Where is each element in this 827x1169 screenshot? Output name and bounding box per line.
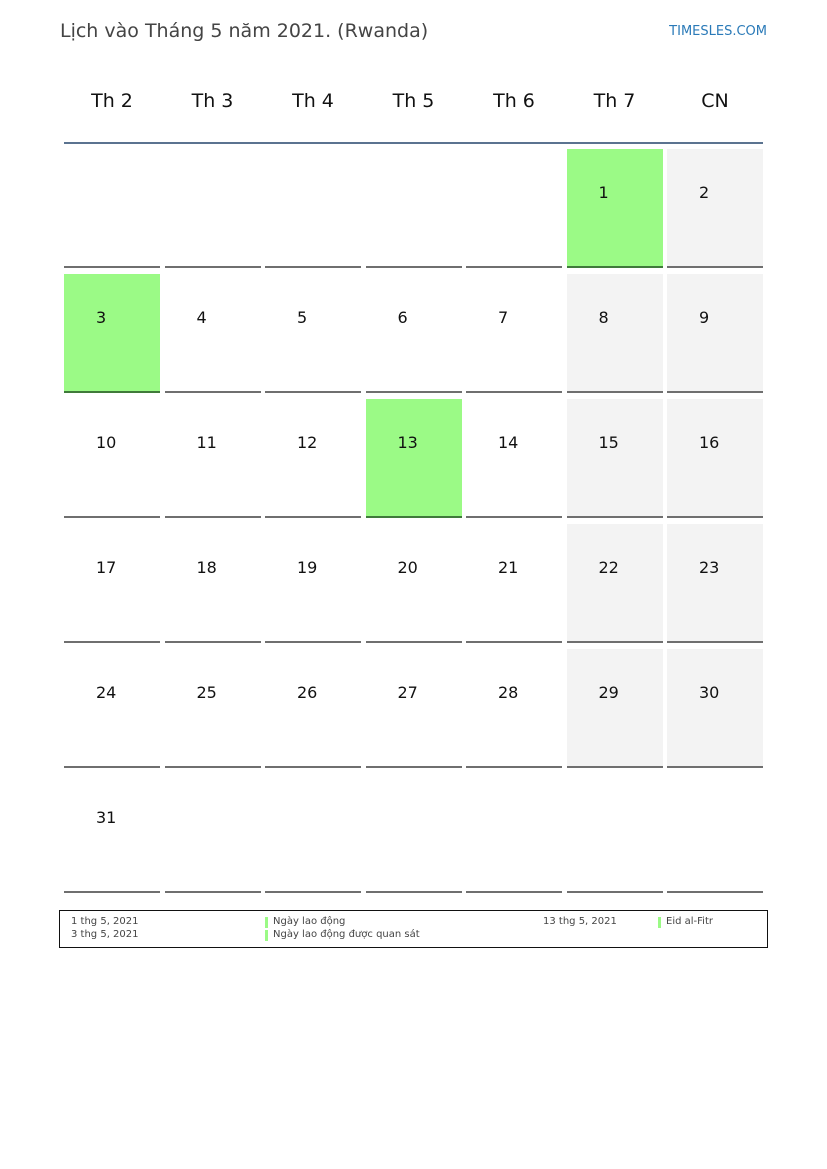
site-link[interactable]: TIMESLES.COM bbox=[669, 24, 767, 39]
day-cell bbox=[466, 149, 562, 268]
day-number: 18 bbox=[196, 558, 217, 577]
day-number: 21 bbox=[498, 558, 519, 577]
day-number: 31 bbox=[96, 808, 117, 827]
day-cell bbox=[64, 149, 160, 268]
day-cell bbox=[366, 649, 462, 768]
day-cell bbox=[64, 649, 160, 768]
day-cell bbox=[667, 774, 763, 893]
day-cell bbox=[165, 649, 261, 768]
weekday-header-row bbox=[64, 90, 764, 118]
day-number: 12 bbox=[297, 433, 318, 452]
day-number: 27 bbox=[397, 683, 418, 702]
day-number: 15 bbox=[598, 433, 619, 452]
day-cell bbox=[165, 399, 261, 518]
header-divider bbox=[64, 142, 763, 144]
day-number: 14 bbox=[498, 433, 519, 452]
day-cell bbox=[265, 274, 361, 393]
day-cell bbox=[165, 149, 261, 268]
day-number: 4 bbox=[196, 308, 207, 327]
day-cell bbox=[265, 399, 361, 518]
page-title: Lịch vào Tháng 5 năm 2021. (Rwanda) bbox=[60, 20, 429, 42]
legend-holiday-name: Ngày lao động được quan sát bbox=[273, 929, 420, 940]
day-number: 19 bbox=[297, 558, 318, 577]
day-cell bbox=[667, 399, 763, 518]
day-cell bbox=[265, 524, 361, 643]
day-cell bbox=[366, 274, 462, 393]
day-cell bbox=[265, 774, 361, 893]
day-number: 22 bbox=[598, 558, 619, 577]
day-number: 25 bbox=[196, 683, 217, 702]
legend-holiday-name: Eid al-Fitr bbox=[666, 916, 713, 927]
day-cell bbox=[64, 399, 160, 518]
legend-date: 1 thg 5, 2021 bbox=[71, 916, 139, 927]
day-number: 17 bbox=[96, 558, 117, 577]
day-number: 29 bbox=[598, 683, 619, 702]
weekday-sat: Th 7 bbox=[593, 90, 636, 112]
day-number: 3 bbox=[96, 308, 107, 327]
day-number: 28 bbox=[498, 683, 519, 702]
day-cell bbox=[667, 649, 763, 768]
day-number: 20 bbox=[397, 558, 418, 577]
day-number: 26 bbox=[297, 683, 318, 702]
day-number: 30 bbox=[699, 683, 720, 702]
weekday-tue: Th 3 bbox=[191, 90, 234, 112]
holiday-legend bbox=[59, 910, 768, 948]
day-cell bbox=[165, 274, 261, 393]
day-cell bbox=[466, 274, 562, 393]
weekday-wed: Th 4 bbox=[292, 90, 334, 112]
day-cell bbox=[165, 524, 261, 643]
legend-holiday-name: Ngày lao động bbox=[273, 916, 346, 927]
day-number: 13 bbox=[397, 433, 418, 452]
day-cell bbox=[366, 774, 462, 893]
day-cell bbox=[165, 774, 261, 893]
day-cell bbox=[466, 399, 562, 518]
day-number: 23 bbox=[699, 558, 720, 577]
day-cell bbox=[567, 399, 663, 518]
day-number: 11 bbox=[196, 433, 217, 452]
day-number: 9 bbox=[699, 308, 710, 327]
day-cell bbox=[466, 524, 562, 643]
day-number: 7 bbox=[498, 308, 509, 327]
day-cell bbox=[366, 524, 462, 643]
day-cell bbox=[667, 524, 763, 643]
weekday-fri: Th 6 bbox=[493, 90, 535, 112]
day-cell bbox=[64, 524, 160, 643]
holiday-day-cell bbox=[567, 149, 663, 268]
day-cell bbox=[667, 149, 763, 268]
day-number: 8 bbox=[598, 308, 609, 327]
day-cell bbox=[265, 149, 361, 268]
legend-date: 3 thg 5, 2021 bbox=[71, 929, 139, 940]
day-cell bbox=[567, 524, 663, 643]
holiday-color-marker bbox=[658, 917, 661, 928]
day-number: 5 bbox=[297, 308, 308, 327]
holiday-day-cell bbox=[64, 274, 160, 393]
day-cell bbox=[64, 774, 160, 893]
day-cell bbox=[466, 774, 562, 893]
day-number: 1 bbox=[598, 183, 609, 202]
day-cell bbox=[265, 649, 361, 768]
weekday-thu: Th 5 bbox=[392, 90, 435, 112]
day-cell bbox=[567, 274, 663, 393]
day-number: 2 bbox=[699, 183, 710, 202]
day-cell bbox=[567, 649, 663, 768]
day-number: 6 bbox=[397, 308, 408, 327]
legend-date: 13 thg 5, 2021 bbox=[543, 916, 617, 927]
day-cell bbox=[667, 274, 763, 393]
day-cell bbox=[567, 774, 663, 893]
day-cell bbox=[466, 649, 562, 768]
day-number: 10 bbox=[96, 433, 117, 452]
holiday-color-marker bbox=[265, 930, 268, 941]
holiday-color-marker bbox=[265, 917, 268, 928]
weekday-sun: CN bbox=[701, 90, 729, 112]
weekday-mon: Th 2 bbox=[91, 90, 133, 112]
day-cell bbox=[366, 149, 462, 268]
day-number: 16 bbox=[699, 433, 720, 452]
day-number: 24 bbox=[96, 683, 117, 702]
holiday-day-cell bbox=[366, 399, 462, 518]
